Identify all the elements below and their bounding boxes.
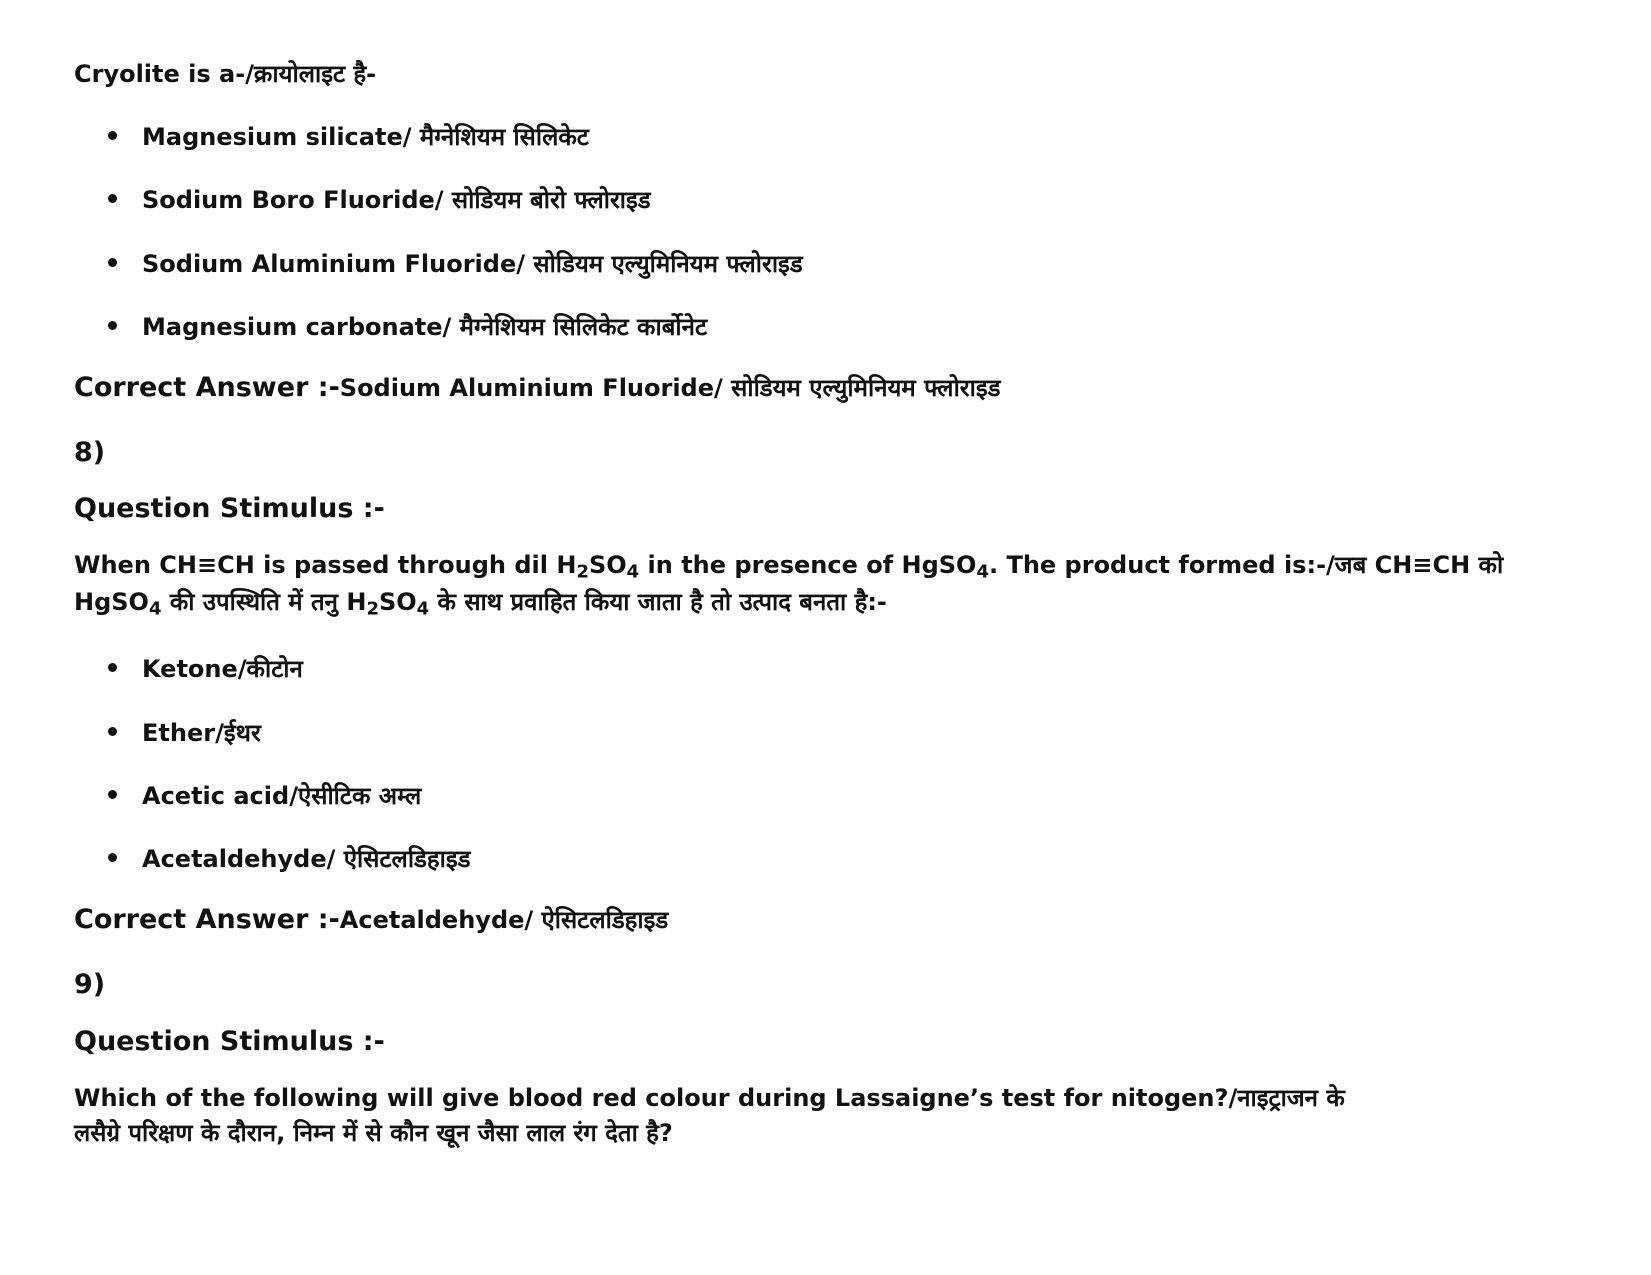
bullet-icon [108, 131, 117, 140]
q9-stem-line-2: लसैग्रे परिक्षण के दौरान, निम्न में से कौन खून जैसा लाल रंग देता है? [74, 1119, 673, 1147]
q8-stem-text: in the presence of HgSO [639, 551, 977, 579]
q8-subscript: 4 [976, 561, 989, 583]
bullet-icon [108, 790, 117, 799]
bullet-icon [108, 727, 117, 736]
q8-answer-text: Acetaldehyde/ ऐसिटलडिहाइड [339, 906, 669, 934]
q8-correct-answer [74, 903, 668, 937]
q8-subscript: 4 [148, 598, 162, 620]
q8-stem-text: HgSO [74, 588, 149, 616]
q7-answer-label: Correct Answer :- [74, 372, 340, 403]
q8-subscript: 2 [366, 598, 379, 620]
bullet-icon [108, 321, 117, 330]
q8-number: 8) [74, 437, 106, 468]
q7-option-1-text: Magnesium silicate/ मैग्नेशियम सिलिकेट [142, 123, 589, 151]
q8-subscript: 4 [626, 561, 640, 583]
q8-stem-text: SO [378, 588, 417, 616]
q7-option-2-text: Sodium Boro Fluoride/ सोडियम बोरो फ्लोराइड [142, 186, 651, 214]
q9-number: 9) [74, 969, 106, 1000]
q8-option-3 [108, 781, 421, 811]
q9-stem-line-1: Which of the following will give blood red colour during Lassaigne’s test for nitogen?/नाइट्राजन के [74, 1084, 1345, 1112]
q8-option-4-text: Acetaldehyde/ ऐसिटलडिहाइड [142, 845, 471, 873]
q8-subscript: 2 [576, 561, 589, 583]
q8-option-4 [108, 844, 470, 874]
bullet-icon [108, 853, 117, 862]
q7-option-3 [108, 249, 803, 279]
bullet-icon [108, 258, 117, 267]
q7-stem: Cryolite is a-/क्रायोलाइट है- [74, 60, 377, 88]
q8-stem-text: की उपस्थिति में तनु H [161, 588, 367, 616]
q8-option-2 [108, 718, 261, 748]
q7-option-4-text: Magnesium carbonate/ मैग्नेशियम सिलिकेट कार्बोनेट [142, 313, 708, 341]
q8-option-1 [108, 654, 303, 684]
q7-option-1 [108, 122, 589, 152]
q8-stem-text: . The product formed is:-/जब CH≡CH को [988, 551, 1504, 579]
q7-answer-text: Sodium Aluminium Fluoride/ सोडियम एल्युमिनियम फ्लोराइड [339, 374, 1001, 402]
q8-option-1-text: Ketone/कीटोन [142, 655, 303, 683]
q8-subscript: 4 [416, 598, 430, 620]
q7-option-4 [108, 312, 707, 342]
q7-correct-answer [74, 371, 1000, 405]
q7-option-3-text: Sodium Aluminium Fluoride/ सोडियम एल्युमिनियम फ्लोराइड [142, 250, 803, 278]
q8-stem-line-1 [74, 550, 1504, 583]
q8-stimulus-label: Question Stimulus :- [74, 493, 385, 524]
q8-answer-label: Correct Answer :- [74, 904, 340, 935]
q8-stem-text: When CH≡CH is passed through dil H [74, 551, 577, 579]
bullet-icon [108, 194, 117, 203]
q8-option-2-text: Ether/ईथर [142, 719, 261, 747]
q8-stem-text: के साथ प्रवाहित किया जाता है तो उत्पाद बनता है:- [429, 588, 887, 616]
q8-stem-line-2 [74, 587, 887, 620]
q9-stimulus-label: Question Stimulus :- [74, 1026, 385, 1057]
q8-stem-text: SO [588, 551, 627, 579]
bullet-icon [108, 663, 117, 672]
q7-option-2 [108, 185, 651, 215]
q8-option-3-text: Acetic acid/ऐसीटिक अम्ल [142, 782, 422, 810]
